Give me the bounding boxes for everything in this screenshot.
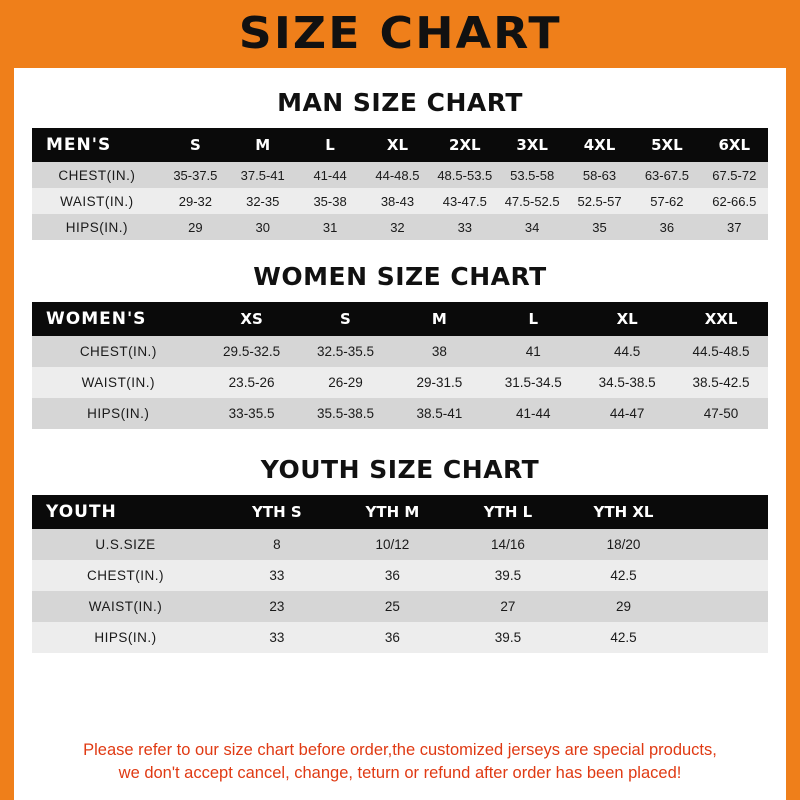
chart-content (14, 68, 786, 800)
column-header: M (431, 310, 447, 328)
cell: 41 (525, 344, 541, 359)
row-label: CHEST(IN.) (79, 344, 157, 359)
cell: 67.5-72 (712, 167, 757, 183)
row-label: HIPS(IN.) (87, 406, 150, 421)
cell: 38 (431, 344, 447, 359)
cell: 32-35 (246, 193, 280, 209)
table-row (32, 214, 768, 240)
cell: 44.5-48.5 (692, 344, 750, 359)
row-label: U.S.SIZE (95, 537, 156, 552)
row-label: WAIST(IN.) (88, 599, 163, 614)
table-header-row (32, 495, 768, 529)
women-section-title: WOMEN SIZE CHART (253, 262, 547, 291)
cell: 23 (269, 599, 285, 614)
column-header: 5XL (651, 136, 683, 154)
page-banner (14, 0, 786, 68)
cell: 57-62 (650, 193, 684, 209)
cell: 48.5-53.5 (437, 167, 493, 183)
column-header: XL (616, 310, 638, 328)
row-label: HIPS(IN.) (65, 219, 128, 235)
cell: 58-63 (582, 167, 617, 183)
cell: 39.5 (494, 630, 522, 645)
cell: 63-67.5 (644, 167, 689, 183)
table-row (32, 367, 768, 398)
column-header: 2XL (449, 136, 481, 154)
column-header: 3XL (516, 136, 548, 154)
footer-note-line-2: we don't accept cancel, change, teturn or refund after order has been placed! (118, 763, 682, 782)
cell: 35.5-38.5 (316, 406, 374, 421)
cell: 33 (269, 630, 285, 645)
column-header: L (325, 136, 335, 154)
cell: 29 (188, 219, 203, 235)
column-header: YTH XL (593, 503, 654, 521)
cell: 35-37.5 (173, 167, 218, 183)
table-row (32, 336, 768, 367)
table-row (32, 591, 768, 622)
cell: 39.5 (494, 568, 522, 583)
cell: 35 (592, 219, 607, 235)
cell: 25 (384, 599, 400, 614)
cell: 53.5-58 (510, 167, 555, 183)
cell: 43-47.5 (442, 193, 487, 209)
column-header: YTH M (365, 503, 420, 521)
cell: 41-44 (313, 167, 347, 183)
row-label: CHEST(IN.) (87, 568, 165, 583)
cell: 10/12 (375, 537, 410, 552)
cell: 47.5-52.5 (504, 193, 560, 209)
column-header: S (340, 310, 351, 328)
cell: 26-29 (328, 375, 363, 390)
cell: 32 (390, 219, 405, 235)
cell: 33 (457, 219, 473, 235)
cell: 44.5 (613, 344, 641, 359)
footer-note-line-1: Please refer to our size chart before order,the customized jerseys are special products, (83, 741, 717, 760)
cell: 37.5-41 (240, 167, 285, 183)
cell: 33 (269, 568, 285, 583)
cell-empty (681, 622, 768, 653)
cell: 18/20 (606, 537, 641, 552)
table-row (32, 188, 768, 214)
cell: 31.5-34.5 (504, 375, 562, 390)
cell: 36 (384, 630, 400, 645)
cell: 62-66.5 (712, 193, 757, 209)
cell: 29 (615, 599, 631, 614)
cell: 33-35.5 (228, 406, 275, 421)
column-header: L (528, 310, 539, 328)
column-header: S (189, 136, 201, 154)
footer-note (32, 725, 768, 800)
column-header: XS (240, 310, 263, 328)
cell: 44-48.5 (375, 167, 420, 183)
row-label: CHEST(IN.) (58, 167, 136, 183)
cell: 37 (727, 219, 742, 235)
table-row (32, 162, 768, 188)
women-size-table (32, 302, 768, 429)
table-header-row (32, 128, 768, 162)
table-row (32, 529, 768, 560)
table-row (32, 560, 768, 591)
cell: 31 (322, 219, 338, 235)
cell: 32.5-35.5 (316, 344, 374, 359)
column-header: 4XL (583, 136, 616, 154)
cell: 36 (384, 568, 400, 583)
row-label: HIPS(IN.) (94, 630, 157, 645)
cell: 34 (524, 219, 540, 235)
cell: 42.5 (610, 630, 637, 645)
cell: 44-47 (609, 406, 645, 421)
youth-section-title: YOUTH SIZE CHART (260, 455, 540, 484)
cell: 8 (273, 537, 281, 552)
cell: 29-32 (178, 193, 212, 209)
cell: 42.5 (610, 568, 637, 583)
column-header: 6XL (718, 136, 751, 154)
cell: 38-43 (380, 193, 415, 209)
column-header: WOMEN'S (46, 309, 147, 329)
cell: 41-44 (515, 406, 551, 421)
row-label: WAIST(IN.) (81, 375, 156, 390)
column-header: M (255, 136, 271, 154)
table-row (32, 622, 768, 653)
cell: 23.5-26 (228, 375, 275, 390)
table-row (32, 398, 768, 429)
cell: 29.5-32.5 (223, 344, 281, 359)
column-header: YTH L (483, 503, 533, 521)
cell: 35-38 (313, 193, 347, 209)
column-header-empty (681, 495, 768, 529)
cell: 34.5-38.5 (598, 375, 656, 390)
cell: 47-50 (703, 406, 739, 421)
table-header-row (32, 302, 768, 336)
column-header: YTH S (252, 503, 302, 521)
cell: 27 (500, 599, 516, 614)
men-section-title: MAN SIZE CHART (277, 88, 523, 117)
column-header: YOUTH (46, 502, 117, 522)
cell: 14/16 (491, 537, 525, 552)
cell: 29-31.5 (416, 375, 463, 390)
cell: 38.5-41 (416, 406, 463, 421)
cell-empty (681, 591, 768, 622)
cell: 38.5-42.5 (692, 375, 750, 390)
cell: 52.5-57 (577, 193, 622, 209)
column-header: XXL (704, 310, 738, 328)
cell: 30 (255, 219, 270, 235)
cell-empty (681, 529, 768, 560)
cell-empty (681, 560, 768, 591)
youth-size-table (32, 495, 768, 653)
column-header: MEN'S (46, 135, 112, 155)
row-label: WAIST(IN.) (60, 193, 134, 209)
column-header: XL (386, 136, 408, 154)
men-size-table (32, 128, 768, 240)
cell: 36 (659, 219, 675, 235)
page-title: SIZE CHART (238, 8, 562, 59)
